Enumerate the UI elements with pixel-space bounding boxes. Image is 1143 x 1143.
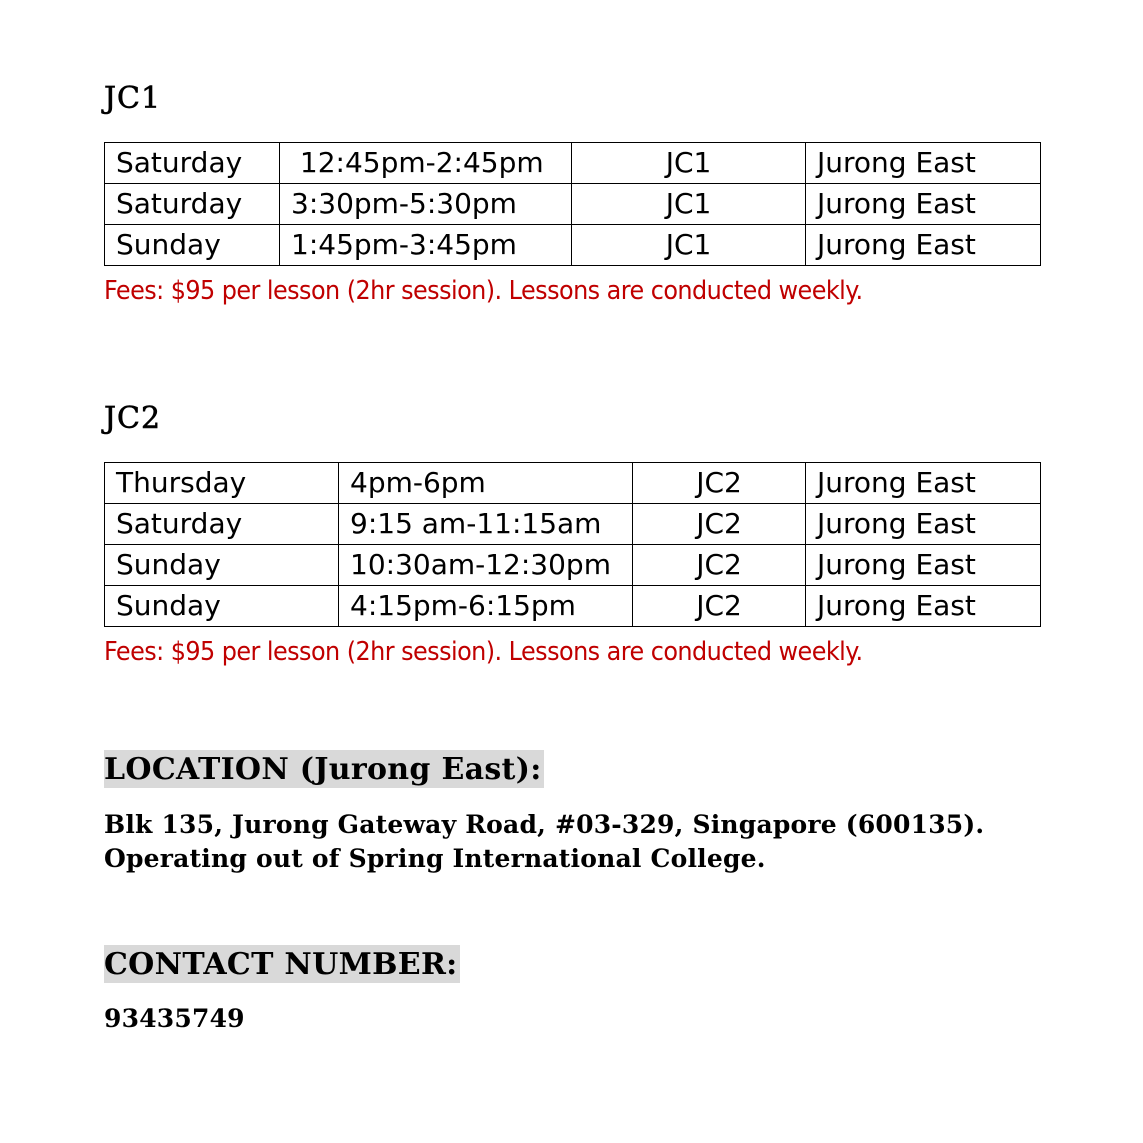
- level-cell: JC1: [572, 225, 806, 266]
- day-cell: Saturday: [105, 504, 339, 545]
- contact-heading: CONTACT NUMBER:: [104, 947, 458, 982]
- table-row: [105, 586, 1041, 627]
- level-cell: JC1: [572, 143, 806, 184]
- time-cell: 4:15pm-6:15pm: [339, 586, 633, 627]
- time-cell: 1:45pm-3:45pm: [280, 225, 572, 266]
- level-cell: JC1: [572, 184, 806, 225]
- table-row: [105, 545, 1041, 586]
- location-cell: Jurong East: [806, 504, 1041, 545]
- jc1-fees-note: Fees: $95 per lesson (2hr session). Lessons are conducted weekly.: [104, 276, 863, 306]
- table-row: [105, 225, 1041, 266]
- level-cell: JC2: [633, 504, 806, 545]
- address-line-1: Blk 135, Jurong Gateway Road, #03-329, Singapore (600135).: [104, 810, 985, 839]
- address-line-2: Operating out of Spring International College.: [104, 844, 766, 873]
- day-cell: Thursday: [105, 463, 339, 504]
- time-cell: 9:15 am-11:15am: [339, 504, 633, 545]
- jc1-schedule-table: [104, 142, 1041, 266]
- day-cell: Saturday: [105, 143, 280, 184]
- location-cell: Jurong East: [806, 225, 1041, 266]
- level-cell: JC2: [633, 545, 806, 586]
- day-cell: Sunday: [105, 586, 339, 627]
- location-cell: Jurong East: [806, 184, 1041, 225]
- jc2-schedule-table: [104, 462, 1041, 627]
- table-row: [105, 463, 1041, 504]
- location-cell: Jurong East: [806, 545, 1041, 586]
- day-cell: Sunday: [105, 545, 339, 586]
- table-row: [105, 184, 1041, 225]
- day-cell: Sunday: [105, 225, 280, 266]
- day-cell: Saturday: [105, 184, 280, 225]
- time-cell: 4pm-6pm: [339, 463, 633, 504]
- level-cell: JC2: [633, 586, 806, 627]
- level-cell: JC2: [633, 463, 806, 504]
- time-cell: 12:45pm-2:45pm: [280, 143, 572, 184]
- time-cell: 10:30am-12:30pm: [339, 545, 633, 586]
- location-heading: LOCATION (Jurong East):: [104, 752, 542, 787]
- jc2-heading: JC2: [104, 401, 162, 436]
- jc2-fees-note: Fees: $95 per lesson (2hr session). Lessons are conducted weekly.: [104, 637, 863, 667]
- location-cell: Jurong East: [806, 143, 1041, 184]
- contact-number: 93435749: [104, 1004, 245, 1033]
- jc1-heading: JC1: [104, 81, 162, 116]
- table-row: [105, 143, 1041, 184]
- time-cell: 3:30pm-5:30pm: [280, 184, 572, 225]
- table-row: [105, 504, 1041, 545]
- location-cell: Jurong East: [806, 463, 1041, 504]
- location-cell: Jurong East: [806, 586, 1041, 627]
